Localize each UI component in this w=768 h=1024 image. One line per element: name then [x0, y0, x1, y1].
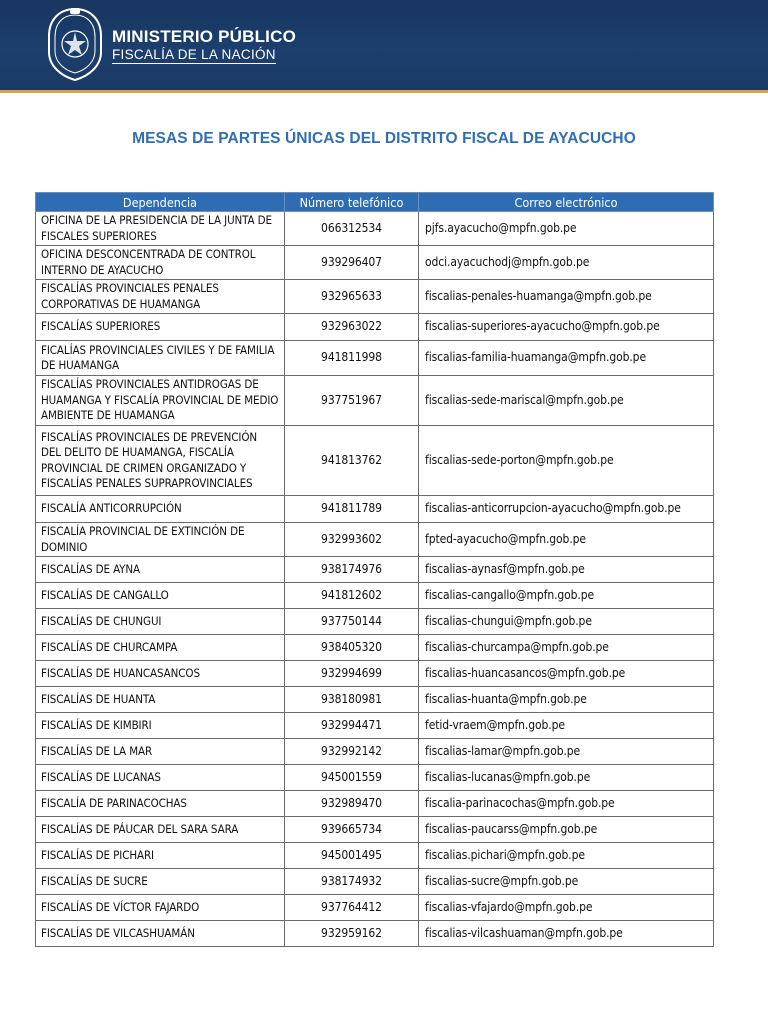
dependencia-cell: FISCALÍAS DE PICHARI: [36, 843, 285, 869]
email-cell: fiscalias-paucarss@mpfn.gob.pe: [419, 817, 714, 843]
phone-cell: 937751967: [285, 376, 419, 426]
organization-subtitle: FISCALÍA DE LA NACIÓN: [112, 47, 276, 62]
header-bar: [0, 0, 768, 90]
contacts-table: [35, 192, 714, 947]
dependencia-cell: FISCALÍAS PROVINCIALES ANTIDROGAS DE HUAMANGA Y FISCALÍA PROVINCIAL DE MEDIO AMBIENTE DE HUAMANGA: [36, 376, 285, 426]
email-cell: pjfs.ayacucho@mpfn.gob.pe: [419, 212, 714, 246]
phone-cell: 938174976: [285, 557, 419, 583]
phone-cell: 938180981: [285, 687, 419, 713]
phone-cell: 932992142: [285, 739, 419, 765]
dependencia-cell: FISCALÍAS DE SUCRE: [36, 869, 285, 895]
table-row: [36, 661, 714, 687]
column-header-correo: Correo electrónico: [419, 193, 714, 212]
phone-cell: 938174932: [285, 869, 419, 895]
email-cell: fiscalias-lucanas@mpfn.gob.pe: [419, 765, 714, 791]
email-cell: fiscalias-churcampa@mpfn.gob.pe: [419, 635, 714, 661]
email-cell: fiscalias-chungui@mpfn.gob.pe: [419, 609, 714, 635]
phone-cell: 066312534: [285, 212, 419, 246]
table-row: [36, 687, 714, 713]
table-row: [36, 895, 714, 921]
table-row: [36, 557, 714, 583]
table-row: [36, 246, 714, 280]
organization-name: MINISTERIO PÚBLICO: [112, 27, 296, 46]
dependencia-cell: FISCALÍAS DE AYNA: [36, 557, 285, 583]
dependencia-cell: FISCALÍAS PROVINCIALES PENALES CORPORATIVAS DE HUAMANGA: [36, 280, 285, 314]
email-cell: fiscalias-huancasancos@mpfn.gob.pe: [419, 661, 714, 687]
dependencia-cell: FISCALÍAS DE KIMBIRI: [36, 713, 285, 739]
email-cell: fpted-ayacucho@mpfn.gob.pe: [419, 523, 714, 557]
phone-cell: 941811789: [285, 496, 419, 523]
email-cell: fiscalias.pichari@mpfn.gob.pe: [419, 843, 714, 869]
phone-cell: 939665734: [285, 817, 419, 843]
phone-cell: 945001495: [285, 843, 419, 869]
table-row: [36, 376, 714, 426]
table-row: [36, 496, 714, 523]
phone-cell: 939296407: [285, 246, 419, 280]
table-row: [36, 713, 714, 739]
table-row: [36, 791, 714, 817]
dependencia-cell: FISCALÍA DE PARINACOCHAS: [36, 791, 285, 817]
dependencia-cell: FISCALÍAS DE VILCASHUAMÁN: [36, 921, 285, 947]
dependencia-cell: FISCALÍAS DE HUANCASANCOS: [36, 661, 285, 687]
email-cell: fiscalias-vfajardo@mpfn.gob.pe: [419, 895, 714, 921]
email-cell: fiscalias-sede-porton@mpfn.gob.pe: [419, 426, 714, 496]
table-row: [36, 635, 714, 661]
table-row: [36, 843, 714, 869]
phone-cell: 932965633: [285, 280, 419, 314]
phone-cell: 932994471: [285, 713, 419, 739]
dependencia-cell: FISCALÍAS DE VÍCTOR FAJARDO: [36, 895, 285, 921]
dependencia-cell: OFICINA DESCONCENTRADA DE CONTROL INTERNO DE AYACUCHO: [36, 246, 285, 280]
dependencia-cell: FISCALÍAS DE HUANTA: [36, 687, 285, 713]
dependencia-cell: FISCALÍAS DE LUCANAS: [36, 765, 285, 791]
phone-cell: 945001559: [285, 765, 419, 791]
dependencia-cell: FISCALÍAS DE LA MAR: [36, 739, 285, 765]
phone-cell: 932989470: [285, 791, 419, 817]
email-cell: fiscalias-superiores-ayacucho@mpfn.gob.pe: [419, 314, 714, 341]
column-header-telefono: Número telefónico: [285, 193, 419, 212]
email-cell: fiscalias-huanta@mpfn.gob.pe: [419, 687, 714, 713]
phone-cell: 941812602: [285, 583, 419, 609]
organization-block: [112, 28, 296, 64]
dependencia-cell: FISCALÍAS DE PÁUCAR DEL SARA SARA: [36, 817, 285, 843]
email-cell: fiscalias-sede-mariscal@mpfn.gob.pe: [419, 376, 714, 426]
column-header-dependencia: Dependencia: [36, 193, 285, 212]
phone-cell: 938405320: [285, 635, 419, 661]
email-cell: fiscalias-familia-huamanga@mpfn.gob.pe: [419, 341, 714, 376]
email-cell: fiscalias-cangallo@mpfn.gob.pe: [419, 583, 714, 609]
table-row: [36, 583, 714, 609]
dependencia-cell: FISCALÍAS DE CANGALLO: [36, 583, 285, 609]
phone-cell: 932994699: [285, 661, 419, 687]
table-row: [36, 765, 714, 791]
table-row: [36, 341, 714, 376]
dependencia-cell: FISCALÍAS DE CHURCAMPA: [36, 635, 285, 661]
dependencia-cell: FISCALÍA ANTICORRUPCIÓN: [36, 496, 285, 523]
phone-cell: 937764412: [285, 895, 419, 921]
table-header-row: [36, 193, 714, 212]
dependencia-cell: FISCALÍA PROVINCIAL DE EXTINCIÓN DE DOMINIO: [36, 523, 285, 557]
dependencia-cell: FISCALÍAS DE CHUNGUI: [36, 609, 285, 635]
table-row: [36, 739, 714, 765]
dependencia-cell: FISCALÍAS SUPERIORES: [36, 314, 285, 341]
table-row: [36, 523, 714, 557]
header-accent-stripe: [0, 90, 768, 93]
table-row: [36, 609, 714, 635]
phone-cell: 941811998: [285, 341, 419, 376]
table-row: [36, 280, 714, 314]
table-row: [36, 921, 714, 947]
email-cell: fiscalias-penales-huamanga@mpfn.gob.pe: [419, 280, 714, 314]
dependencia-cell: FISCALÍAS PROVINCIALES DE PREVENCIÓN DEL DELITO DE HUAMANGA, FISCALÍA PROVINCIAL DE CRIMEN ORGANIZADO Y FISCALÍAS PENALES SUPRAPROVINCIALES: [36, 426, 285, 496]
phone-cell: 937750144: [285, 609, 419, 635]
email-cell: fiscalias-sucre@mpfn.gob.pe: [419, 869, 714, 895]
email-cell: fetid-vraem@mpfn.gob.pe: [419, 713, 714, 739]
phone-cell: 932959162: [285, 921, 419, 947]
table-row: [36, 212, 714, 246]
dependencia-cell: OFICINA DE LA PRESIDENCIA DE LA JUNTA DE FISCALES SUPERIORES: [36, 212, 285, 246]
table-row: [36, 869, 714, 895]
email-cell: odci.ayacuchodj@mpfn.gob.pe: [419, 246, 714, 280]
dependencia-cell: FICALÍAS PROVINCIALES CIVILES Y DE FAMILIA DE HUAMANGA: [36, 341, 285, 376]
email-cell: fiscalias-anticorrupcion-ayacucho@mpfn.gob.pe: [419, 496, 714, 523]
phone-cell: 932963022: [285, 314, 419, 341]
institution-seal-icon: [46, 6, 104, 82]
table-row: [36, 426, 714, 496]
phone-cell: 941813762: [285, 426, 419, 496]
email-cell: fiscalias-lamar@mpfn.gob.pe: [419, 739, 714, 765]
table-row: [36, 817, 714, 843]
table-row: [36, 314, 714, 341]
email-cell: fiscalia-parinacochas@mpfn.gob.pe: [419, 791, 714, 817]
email-cell: fiscalias-vilcashuaman@mpfn.gob.pe: [419, 921, 714, 947]
page-title: MESAS DE PARTES ÚNICAS DEL DISTRITO FISCAL DE AYACUCHO: [132, 130, 636, 147]
email-cell: fiscalias-aynasf@mpfn.gob.pe: [419, 557, 714, 583]
phone-cell: 932993602: [285, 523, 419, 557]
